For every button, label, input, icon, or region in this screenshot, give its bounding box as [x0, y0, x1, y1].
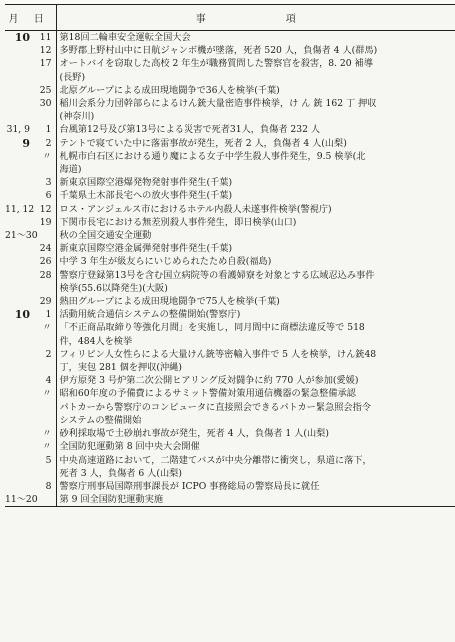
table-row [5, 401, 455, 414]
row-event: 新東京国際空港金属弾発射事件発生(千葉) [56, 242, 455, 255]
row-event: 「不正商品取締り等強化月間」を実施し，同月間中に商標法違反等で 518 [56, 321, 455, 334]
chronology-table [5, 4, 455, 507]
table-row [5, 110, 455, 123]
row-event: ロス・アンジェルス市におけるホテル内殺人未遂事件検挙(警視庁) [56, 203, 455, 216]
row-month [5, 242, 32, 255]
row-month [5, 189, 32, 202]
row-event: テントで寝ていた中に落雷事故が発生，死者 2 人，負傷者 4 人(山梨) [56, 137, 455, 150]
table-row [5, 57, 455, 70]
row-month [5, 348, 32, 361]
row-event: 全国防犯運動第 8 回中央大会開催 [56, 440, 455, 453]
row-month: 11, 12 [5, 203, 35, 215]
table-row [5, 454, 455, 467]
row-event: システムの整備開始 [56, 414, 455, 427]
row-month [5, 467, 32, 480]
row-month [5, 321, 32, 334]
row-event: 台風第12号及び第13号による災害で死者31人，負傷者 232 人 [56, 123, 455, 136]
row-day [32, 401, 56, 414]
row-event: パトカーから警察庁のコンピュータに直接照会できるパトカー緊急照会指令 [56, 401, 455, 414]
row-month [5, 163, 32, 176]
row-month: 10 [14, 308, 30, 322]
table-row [5, 71, 455, 84]
row-day: 29 [39, 296, 52, 308]
row-event: 丁，実包 281 個を押収(沖縄) [56, 361, 455, 374]
row-day: 〃 [42, 150, 52, 162]
row-event: 中学 3 年生が級友らにいじめられたため自殺(福島) [56, 255, 455, 268]
row-event: 活動用統合通信システムの整備開始(警察庁) [56, 308, 455, 321]
table-row [5, 31, 455, 45]
table-body [5, 31, 455, 507]
table-row [5, 414, 455, 427]
row-day: 2 [45, 348, 52, 360]
row-day: 2 [45, 137, 52, 149]
row-month: 10 [14, 31, 30, 44]
row-day: 26 [39, 256, 52, 268]
row-month [5, 282, 32, 295]
row-event: 検挙(55.6以降発生)(大阪) [56, 282, 455, 295]
row-day: 19 [39, 216, 52, 228]
row-day: 4 [45, 375, 52, 387]
row-event: 千葉県土木部長宅への放火事件発生(千葉) [56, 189, 455, 202]
table-row [5, 348, 455, 361]
row-day: 25 [39, 84, 52, 96]
row-month [5, 427, 32, 440]
table-row [5, 361, 455, 374]
header-day: 日 [32, 5, 56, 31]
table-row [5, 176, 455, 189]
row-day: 〃 [42, 441, 52, 453]
row-month [5, 374, 32, 387]
row-month [5, 150, 32, 163]
row-event: 件，484人を検挙 [56, 335, 455, 348]
row-day: 1 [45, 309, 52, 321]
table-row [5, 216, 455, 229]
table-row [5, 493, 455, 507]
row-event: 第18回二輪車安全運転全国大会 [56, 31, 455, 45]
row-day: 〃 [42, 322, 52, 334]
row-day [32, 335, 56, 348]
header-month: 月 [5, 5, 32, 31]
table-row [5, 467, 455, 480]
row-event: 砂利採取場で土砂崩れ事故が発生，死者 4 人，負傷者 1 人(山梨) [56, 427, 455, 440]
row-month [5, 216, 32, 229]
table-row [5, 295, 455, 308]
table-row [5, 150, 455, 163]
row-day: 1 [45, 124, 52, 136]
row-day: 24 [39, 243, 52, 255]
row-month [5, 295, 32, 308]
row-event: 第 9 回全国防犯運動実施 [56, 493, 455, 507]
table-row [5, 308, 455, 321]
table-row [5, 387, 455, 400]
row-day: 〃 [42, 388, 52, 400]
row-event: 昭和60年度の予備費によるサミット警備対策用通信機器の緊急整備承認 [56, 387, 455, 400]
row-day: 12 [39, 45, 52, 57]
row-month: 31, 9 [6, 124, 30, 136]
table-row [5, 269, 455, 282]
row-month [5, 57, 32, 70]
row-month [5, 97, 32, 110]
row-event: オートバイを窃取した高校 2 年生が職務質問した警察官を殺害，8. 20 補導 [56, 57, 455, 70]
row-event: 警察庁登録第13号を含む国立病院等の看護婦寮を対象とする広域忍込み事件 [56, 269, 455, 282]
table-row [5, 480, 455, 493]
row-event: 熱田グループによる成田現地闘争で75人を検挙(千葉) [56, 295, 455, 308]
row-day: 3 [45, 177, 52, 189]
row-month [5, 361, 32, 374]
row-month [5, 335, 32, 348]
table-row [5, 137, 455, 150]
row-event: 死者 3 人，負傷者 6 人(山梨) [56, 467, 455, 480]
row-month [5, 269, 32, 282]
row-month [5, 440, 32, 453]
table-row [5, 282, 455, 295]
row-day: 〃 [42, 428, 52, 440]
row-month [5, 84, 32, 97]
row-month [5, 401, 32, 414]
row-event: (長野) [56, 71, 455, 84]
row-day [32, 361, 56, 374]
row-event: 札幌市白石区における通り魔による女子中学生殺人事件発生，9.5 検挙(北 [56, 150, 455, 163]
table-row [5, 255, 455, 268]
row-day: 28 [39, 269, 52, 281]
table-row [5, 84, 455, 97]
row-month [5, 480, 32, 493]
row-month [5, 176, 32, 189]
table-header [5, 5, 455, 31]
row-event: 秋の全国交通安全運動 [56, 229, 455, 242]
row-event: 稲川会系分力団幹部らによるけん銃大量密造事件検挙，け ん 銃 162 丁 押収 [56, 97, 455, 110]
row-month [5, 414, 32, 427]
table-row [5, 97, 455, 110]
row-event: 新東京国際空港爆発物発射事件発生(千葉) [56, 176, 455, 189]
table-row [5, 229, 455, 242]
row-day: 8 [45, 480, 52, 492]
table-row [5, 427, 455, 440]
table-row [5, 189, 455, 202]
row-day [32, 467, 56, 480]
row-day [32, 110, 56, 123]
row-month: 11～20 [5, 494, 38, 506]
row-day: 5 [45, 454, 52, 466]
row-month [5, 110, 32, 123]
row-month [5, 71, 32, 84]
row-month [5, 44, 32, 57]
table-row [5, 163, 455, 176]
row-day [32, 414, 56, 427]
table-row [5, 440, 455, 453]
table-row [5, 374, 455, 387]
row-event: フィリピン人女性らによる大量けん銃等密輸入事件で 5 人を検挙，けん銃48 [56, 348, 455, 361]
row-day [32, 71, 56, 84]
row-day: 11 [39, 32, 52, 43]
table-row [5, 321, 455, 334]
row-month: 21～30 [5, 230, 38, 242]
row-event: 海道) [56, 163, 455, 176]
table-row [5, 44, 455, 57]
table-row [5, 335, 455, 348]
row-day [32, 163, 56, 176]
row-event: 伊方原発 3 号炉第二次公開ヒアリング反対闘争に約 770 人が参加(愛媛) [56, 374, 455, 387]
row-month [5, 255, 32, 268]
row-event: 警察庁刑事局国際刑事課長が ICPO 事務総局の警察局長に就任 [56, 480, 455, 493]
table-row [5, 203, 455, 216]
row-day: 17 [39, 58, 52, 70]
row-day: 12 [39, 203, 52, 215]
row-event: (神奈川) [56, 110, 455, 123]
table-row [5, 123, 455, 136]
row-event: 下関市長宅における無差別殺人事件発生，即日検挙(山口) [56, 216, 455, 229]
row-month [5, 454, 32, 467]
table-row [5, 242, 455, 255]
row-event: 北原グループによる成田現地闘争で36人を検挙(千葉) [56, 84, 455, 97]
row-month: 9 [22, 136, 30, 150]
row-day [32, 282, 56, 295]
header-event: 事項 [56, 5, 455, 31]
row-day: 6 [45, 190, 52, 202]
row-event: 多野郡上野村山中に日航ジャンボ機が墜落，死者 520 人，負傷者 4 人(群馬) [56, 44, 455, 57]
row-month [5, 387, 32, 400]
row-event: 中央高速道路において，二階建てバスが中央分離帯に衝突し，県道に落下， [56, 454, 455, 467]
row-day: 30 [39, 98, 52, 110]
